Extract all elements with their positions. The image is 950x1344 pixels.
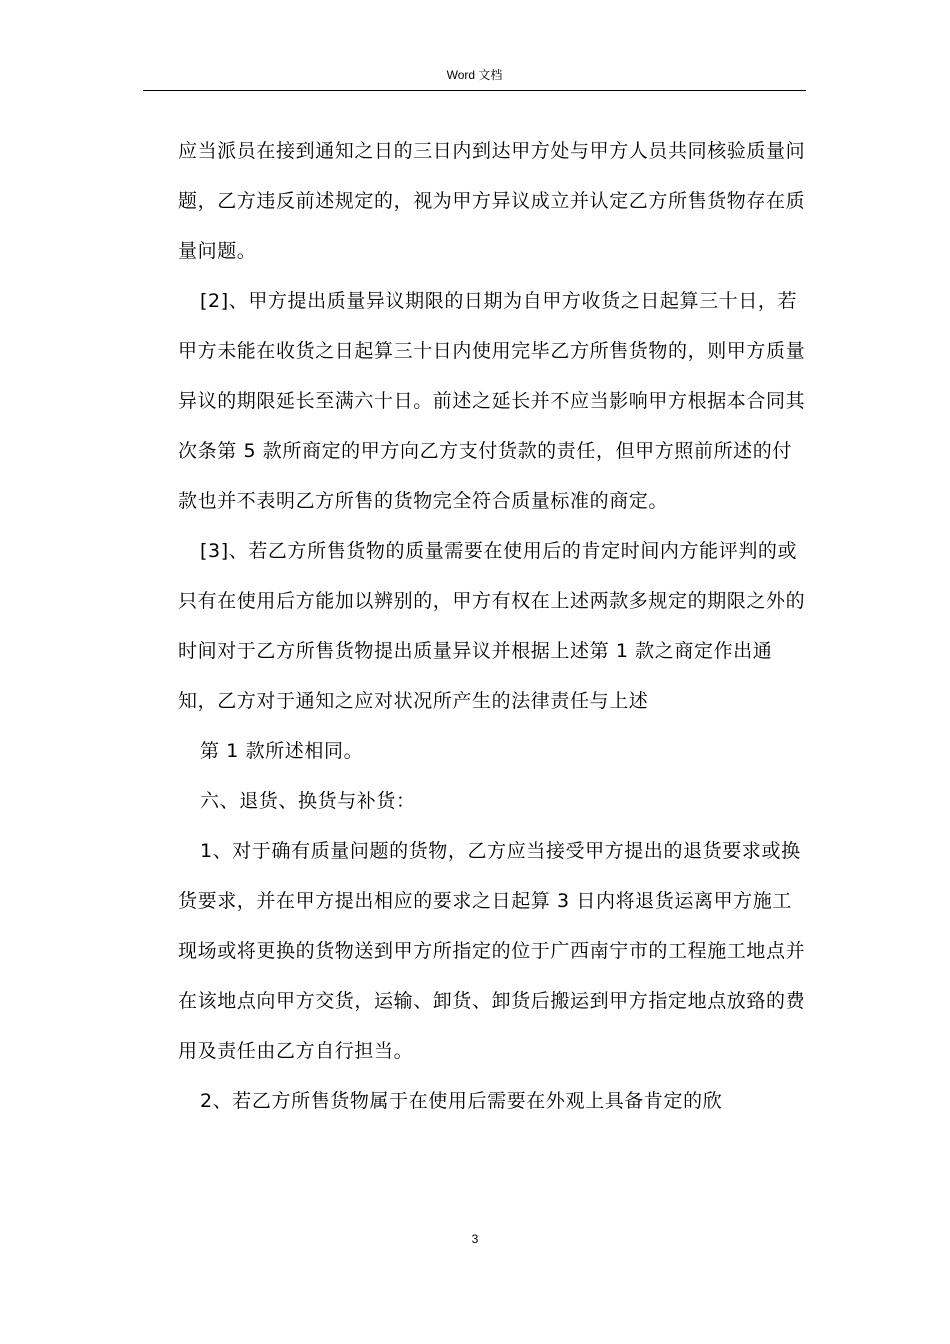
paragraph-3: [3]、若乙方所售货物的质量需要在使用后的肯定时间内方能评判的或只有在使用后方能加以辨别的，甲方有权在上述两款多规定的期限之外的时间对于乙方所售货物提出质量异议并根据上述第 1 款之商定作出通知，乙方对于通知之应对状况所产生的法律责任与上述 [178,540,806,712]
paragraph-5: 1、对于确有质量问题的货物，乙方应当接受甲方提出的退货要求或换货要求，并在甲方提出相应的要求之日起算 3 日内将退货运离甲方施工现场或将更换的货物送到甲方所指定的位于广西南宁市的工程施工地点并在该地点向甲方交货，运输、卸货、卸货后搬运到甲方指定地点放臵的费用及责任由乙方自行担当。 [178,840,806,1062]
header-title: Word 文档 [446,68,503,82]
page-header [143,64,806,91]
paragraph-2: [2]、甲方提出质量异议期限的日期为自甲方收货之日起算三十日，若甲方未能在收货之日起算三十日内使用完毕乙方所售货物的，则甲方质量异议的期限延长至满六十日。前述之延长并不应当影响甲方根据本合同其次条第 5 款所商定的甲方向乙方支付货款的责任，但甲方照前所述的付款也并不表明乙方所售的货物完全符合质量标准的商定。 [178,290,806,512]
paragraph-6: 2、若乙方所售货物属于在使用后需要在外观上具备肯定的欣 [200,1090,723,1112]
section-heading-6: 六、退货、换货与补货： [200,790,416,812]
paragraph-1: 应当派员在接到通知之日的三日内到达甲方处与甲方人员共同核验质量问题，乙方违反前述规定的，视为甲方异议成立并认定乙方所售货物存在质量问题。 [178,140,806,262]
document-body [178,126,808,1126]
paragraph-4: 第 1 款所述相同。 [200,740,364,762]
page-number: 3 [471,1232,479,1246]
